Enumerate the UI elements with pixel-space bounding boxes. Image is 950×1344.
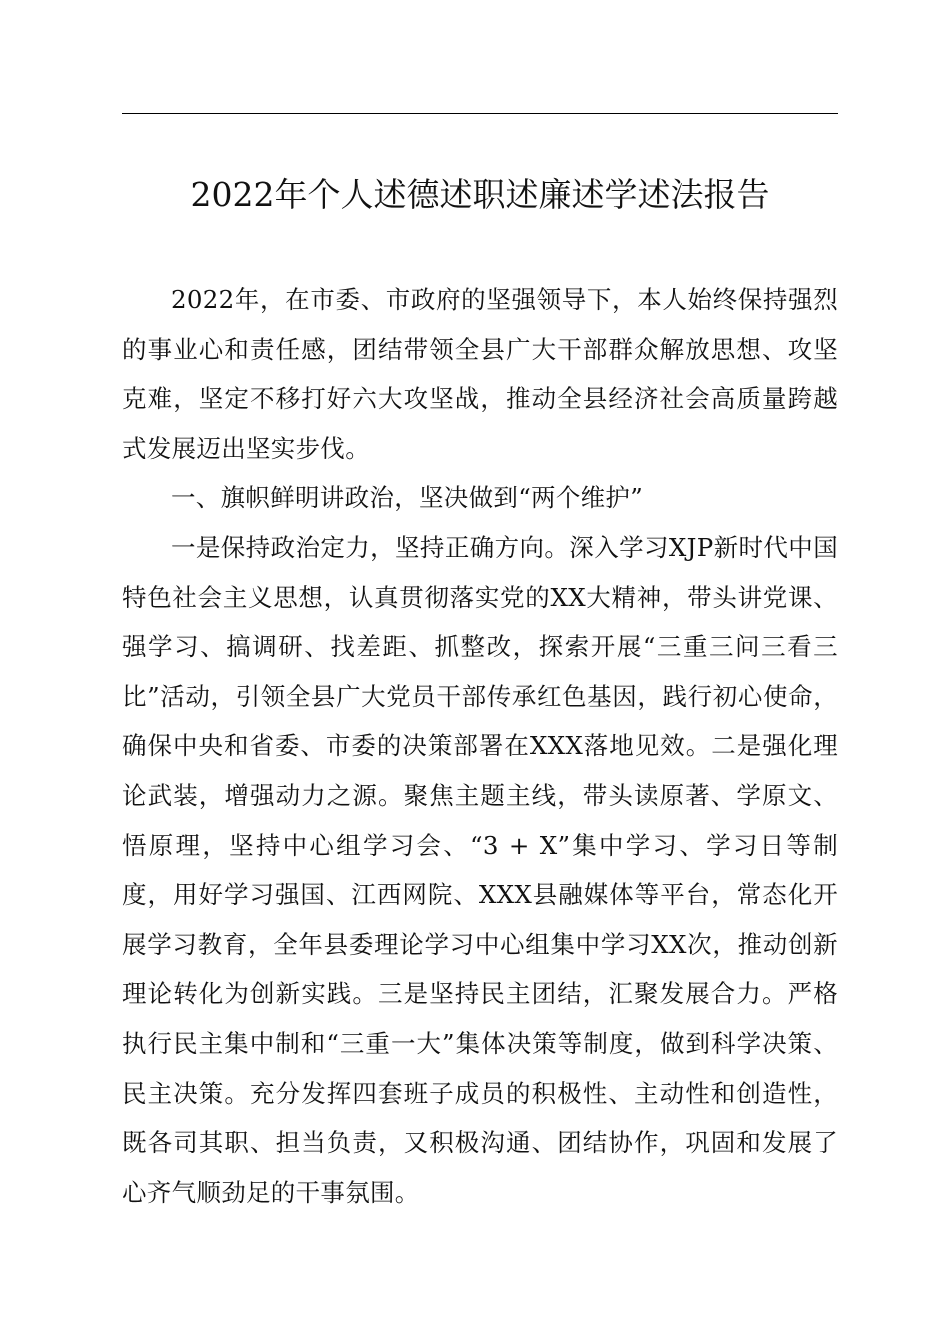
document-body	[122, 275, 838, 1217]
header-rule	[122, 113, 838, 114]
section-heading: 一、旗帜鲜明讲政治，坚决做到“两个维护”	[171, 483, 644, 513]
paragraph-section-one: 一是保持政治定力，坚持正确方向。深入学习XJP新时代中国特色社会主义思想，认真贯彻落实党的XX大精神，带头讲党课、强学习、搞调研、找差距、抓整改，探索开展“三重三问三看三比”活动，引领全县广大党员干部传承红色基因，践行初心使命，确保中央和省委、市委的决策部署在XXX落地见效。二是强化理论武装，增强动力之源。聚焦主题主线，带头读原著、学原文、悟原理，坚持中心组学习会、“3 + X”集中学习、学习日等制度，用好学习强国、江西网院、XXX县融媒体等平台，常态化开展学习教育，全年县委理论学习中心组集中学习XX次，推动创新理论转化为创新实践。三是坚持民主团结，汇聚发展合力。严格执行民主集中制和“三重一大”集体决策等制度，做到科学决策、民主决策。充分发挥四套班子成员的积极性、主动性和创造性，既各司其职、担当负责，又积极沟通、团结协作，巩固和发展了心齐气顺劲足的干事氛围。	[122, 532, 838, 1207]
paragraph-intro: 2022年，在市委、市政府的坚强领导下，本人始终保持强烈的事业心和责任感，团结带领全县广大干部群众解放思想、攻坚克难，坚定不移打好六大攻坚战，推动全县经济社会高质量跨越式发展迈出坚实步伐。	[122, 285, 838, 463]
document-title: 2022年个人述德述职述廉述学述法报告	[190, 175, 770, 214]
